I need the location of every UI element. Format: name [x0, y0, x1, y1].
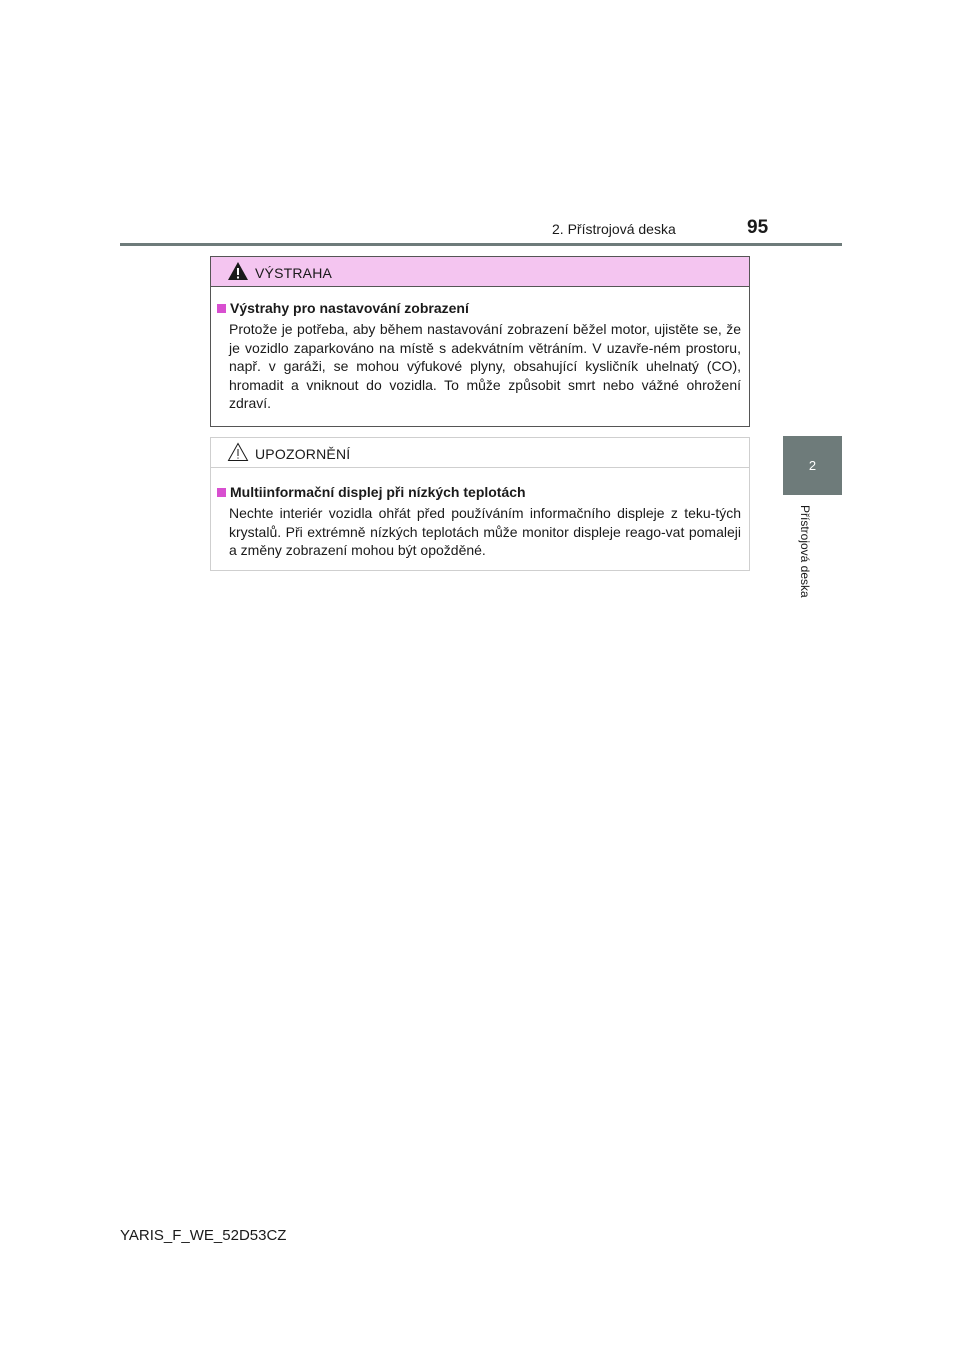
warning-item-title-text: Výstrahy pro nastavování zobrazení: [230, 300, 469, 316]
caution-box: [210, 437, 750, 571]
caution-box-body: [211, 468, 749, 560]
caution-item-title-text: Multiinformační displej při nízkých teplotách: [230, 484, 526, 500]
caution-heading: UPOZORNĚNÍ: [255, 446, 351, 462]
chapter-number: 2: [808, 458, 817, 473]
caution-outline-triangle-icon: [227, 442, 249, 462]
warning-item-text: Protože je potřeba, aby během nastavování zobrazení běžel motor, ujistěte se, že je vozidlo zaparkováno na místě s adekvátním větráním. V uzavře-ném prostoru, např. v garáži, se mohou výfukové plyny, obsahující kysličník uhelnatý (CO), hromadit a vniknout do vozidla. To může způsobit smrt nebo vážné ohrožení zdraví.: [229, 321, 741, 411]
document-code: YARIS_F_WE_52D53CZ: [120, 1227, 287, 1244]
chapter-side-label: Přístrojová deska: [798, 505, 812, 598]
caution-box-header: [211, 438, 749, 468]
warning-heading: VÝSTRAHA: [255, 265, 333, 281]
warning-box: [210, 256, 750, 427]
square-bullet-icon: [217, 304, 226, 313]
header-divider: [120, 243, 842, 246]
square-bullet-icon: [217, 488, 226, 497]
warning-box-header: [211, 257, 749, 287]
chapter-tab: [783, 436, 842, 495]
caution-item-title: [217, 483, 741, 501]
section-title: 2. Přístrojová deska: [552, 221, 676, 237]
warning-item-title: [217, 299, 741, 317]
warning-box-body: [211, 287, 749, 413]
caution-item-text: Nechte interiér vozidla ohřát před používáním informačního displeje z teku-tých krystalů. Při extrémně nízkých teplotách může monitor displeje reago-vat pomaleji a změny zobrazení mohou být opožděné.: [229, 505, 741, 558]
warning-filled-triangle-icon: [227, 261, 249, 281]
page-number: 95: [747, 217, 769, 238]
